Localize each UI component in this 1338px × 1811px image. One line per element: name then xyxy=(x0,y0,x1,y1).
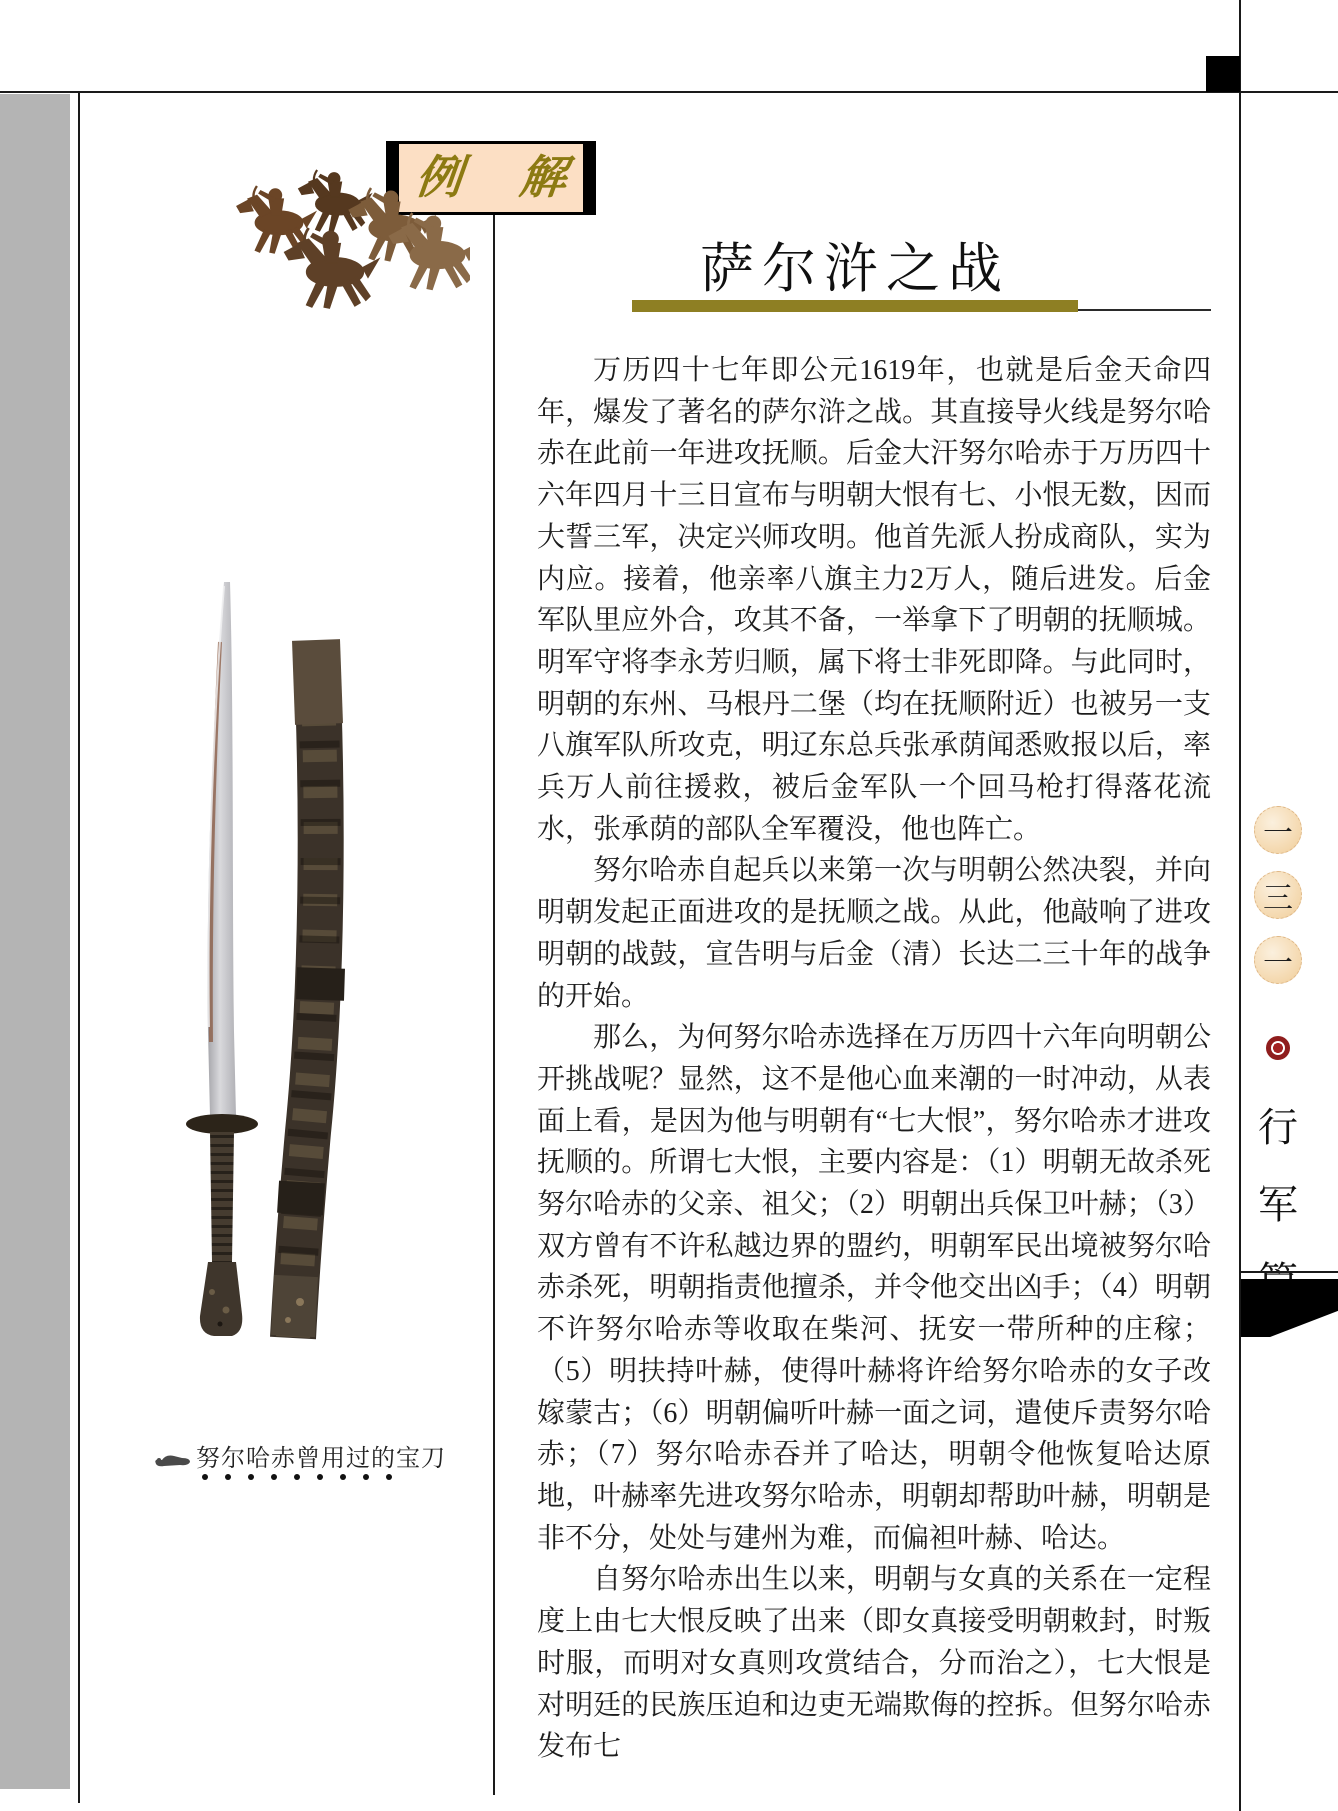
page-number-ornament xyxy=(1254,936,1302,984)
horse-marker-icon xyxy=(152,1450,192,1472)
red-bullet-icon xyxy=(1266,1036,1290,1060)
caption-dot xyxy=(317,1474,323,1480)
page-number-char: 三 xyxy=(1263,882,1293,915)
caption-dot xyxy=(363,1474,369,1480)
body-paragraph: 万历四十七年即公元1619年，也就是后金天命四年，爆发了著名的萨尔浒之战。其直接导火线是努尔哈赤在此前一年进攻抚顺。后金大汗努尔哈赤于万历四十六年四月十三日宣布与明朝大恨有七、小恨无数，因而大誓三军，决定兴师攻明。他首先派人扮成商队，实为内应。接着，他亲率八旗主力2万人，随后进发。后金军队里应外合，攻其不备，一举拿下了明朝的抚顺城。明军守将李永芳归顺，属下将士非死即降。与此同时，明朝的东州、马根丹二堡（均在抚顺附近）也被另一支八旗军队所攻克，明辽东总兵张承荫闻悉败报以后，率兵万人前往援救，被后金军队一个回马枪打得落花流水，张承荫的部队全军覆没，他也阵亡。 xyxy=(537,355,1211,845)
caption-dot xyxy=(271,1474,277,1480)
article-title: 萨尔浒之战 xyxy=(700,239,1010,299)
right-frame-rule xyxy=(1239,0,1241,1811)
chapter-char: 军 xyxy=(1258,1182,1298,1227)
caption-dot xyxy=(225,1474,231,1480)
page-number-char: 一 xyxy=(1263,947,1293,980)
sidebar-rule xyxy=(1241,1271,1338,1273)
left-gray-strip xyxy=(0,94,70,1789)
title-underline-bar xyxy=(632,300,1078,312)
corner-black-square xyxy=(1206,56,1240,92)
caption-dots xyxy=(202,1474,392,1480)
page-number-char: 一 xyxy=(1263,817,1293,850)
figure-caption: 努尔哈赤曾用过的宝刀 xyxy=(196,1446,446,1472)
chapter-char: 行 xyxy=(1258,1105,1298,1150)
column-divider-rule xyxy=(493,214,495,1795)
caption-dot xyxy=(386,1474,392,1480)
title-underline-extension xyxy=(1078,309,1211,311)
page-number-ornament xyxy=(1254,871,1302,919)
sword-photo xyxy=(150,572,370,1362)
cavalry-photo xyxy=(225,158,470,333)
section-label-left: 例 xyxy=(413,152,465,203)
chapter-tab xyxy=(1241,1279,1338,1337)
article-body xyxy=(537,350,1211,1768)
chapter-title-vertical xyxy=(1253,1096,1303,1307)
top-rule xyxy=(0,91,1338,93)
caption-dot xyxy=(248,1474,254,1480)
page-number-ornament xyxy=(1254,806,1302,854)
body-paragraph: 自努尔哈赤出生以来，明朝与女真的关系在一定程度上由七大恨反映了出来（即女真接受明朝敕封，时叛时服，而明对女真则攻赏结合，分而治之），七大恨是对明廷的民族压迫和边吏无端欺侮的控拆。但努尔哈赤发布七 xyxy=(537,1564,1211,1763)
caption-dot xyxy=(340,1474,346,1480)
body-paragraph: 努尔哈赤自起兵以来第一次与明朝公然决裂，并向明朝发起正面进攻的是抚顺之战。从此，他敲响了进攻明朝的战鼓，宣告明与后金（清）长达二三十年的战争的开始。 xyxy=(537,855,1211,1012)
body-paragraph: 那么，为何努尔哈赤选择在万历四十六年向明朝公开挑战呢？显然，这不是他心血来潮的一时冲动，从表面上看，是因为他与明朝有“七大恨”，努尔哈赤才进攻抚顺的。所谓七大恨，主要内容是：（1）明朝无故杀死努尔哈赤的父亲、祖父；（2）明朝出兵保卫叶赫；（3）双方曾有不许私越边界的盟约，明朝军民出境被努尔哈赤杀死，明朝指责他擅杀，并令他交出凶手；（4）明朝不许努尔哈赤等收取在柴河、抚安一带所种的庄稼；（5）明扶持叶赫，使得叶赫将许给努尔哈赤的女子改嫁蒙古；（6）明朝偏听叶赫一面之词，遣使斥责努尔哈赤；（7）努尔哈赤吞并了哈达，明朝令他恢复哈达原地，叶赫率先进攻努尔哈赤，明朝却帮助叶赫，明朝是非不分，处处与建州为难，而偏袒叶赫、哈达。 xyxy=(537,1022,1211,1554)
caption-dot xyxy=(294,1474,300,1480)
caption-dot xyxy=(202,1474,208,1480)
section-label-right: 解 xyxy=(517,152,569,203)
left-frame-rule xyxy=(78,91,80,1803)
